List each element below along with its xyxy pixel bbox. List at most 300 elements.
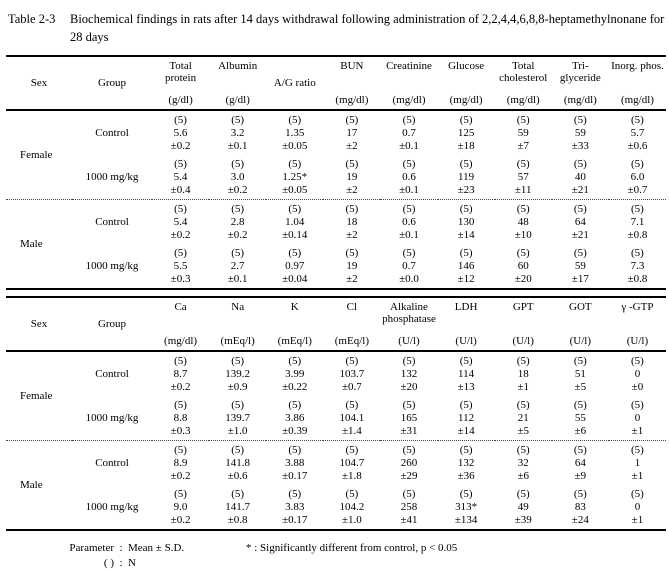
n-count: (5) <box>516 355 530 368</box>
n-count: (5) <box>573 488 587 501</box>
n-count: (5) <box>231 158 245 171</box>
mean-value: 1.25* <box>282 170 308 183</box>
mean-value: 60 <box>517 259 529 272</box>
mean-value: 6.0 <box>630 170 645 183</box>
sd-value: ±0.2 <box>227 228 248 241</box>
data-cell <box>552 485 609 530</box>
n-count: (5) <box>231 203 245 216</box>
significance-note: * : Significantly different from control, p < 0.05 <box>246 542 458 555</box>
n-count: (5) <box>459 488 473 501</box>
sex-label: Male <box>6 441 72 531</box>
table-number: Table 2-3 <box>8 12 56 26</box>
mean-value: 18 <box>517 367 529 380</box>
sd-value: ±0.17 <box>282 469 308 482</box>
mean-value: 59 <box>574 259 586 272</box>
sd-value: ±39 <box>514 513 532 526</box>
data-cell <box>266 485 323 530</box>
column-name: Group <box>97 77 127 90</box>
data-cell <box>152 396 209 441</box>
data-cell <box>438 155 495 200</box>
n-count: (5) <box>174 158 187 171</box>
sd-value: ±14 <box>457 228 475 241</box>
n-count: (5) <box>631 158 644 171</box>
mean-value: 0.6 <box>402 170 416 183</box>
mean-value: 51 <box>574 367 586 380</box>
mean-value: 64 <box>574 215 586 228</box>
sd-value: ±11 <box>514 183 532 196</box>
group-label: Control <box>72 441 152 486</box>
n-count: (5) <box>231 488 245 501</box>
sd-value: ±13 <box>457 380 475 393</box>
column-header <box>152 56 209 110</box>
footnotes <box>64 541 665 571</box>
header-label-wrap <box>6 57 72 109</box>
data-cell <box>152 200 209 245</box>
column-unit: (g/dl) <box>168 94 193 107</box>
table-row-male <box>6 200 666 245</box>
table-body <box>6 351 666 530</box>
sd-value: ±0.14 <box>282 228 308 241</box>
table-row <box>6 155 666 200</box>
column-header <box>380 297 437 351</box>
column-unit: (mg/dl) <box>563 94 597 107</box>
mean-value: 0 <box>634 500 641 513</box>
data-cell <box>438 200 495 245</box>
mean-value: 8.9 <box>173 456 188 469</box>
n-count: (5) <box>345 203 359 216</box>
header-label-wrap <box>152 57 209 109</box>
data-cell <box>380 485 437 530</box>
n-count: (5) <box>631 355 644 368</box>
column-header <box>266 56 323 110</box>
table-caption <box>70 10 664 46</box>
footnote-term: Parameter <box>69 542 114 555</box>
table-row-male <box>6 441 666 486</box>
n-count: (5) <box>459 247 473 260</box>
footnote-separator: : <box>119 542 123 555</box>
n-count: (5) <box>345 247 359 260</box>
mean-value: 103.7 <box>339 367 365 380</box>
n-count: (5) <box>345 114 359 127</box>
column-header <box>495 297 552 351</box>
sd-value: ±29 <box>400 469 418 482</box>
column-name: Sex <box>30 77 48 90</box>
column-header <box>552 56 609 110</box>
column-name: A/G ratio <box>273 77 316 90</box>
n-count: (5) <box>288 399 302 412</box>
sd-value: ±17 <box>571 272 589 285</box>
sd-value: ±0.17 <box>282 513 308 526</box>
column-header <box>552 297 609 351</box>
mean-value: 139.7 <box>225 411 251 424</box>
n-count: (5) <box>573 444 587 457</box>
n-count: (5) <box>174 444 187 457</box>
mean-value: 64 <box>574 456 586 469</box>
n-count: (5) <box>288 247 302 260</box>
n-count: (5) <box>288 158 302 171</box>
footnote-n <box>64 556 665 571</box>
sd-value: ±2 <box>346 183 358 196</box>
header-label-wrap <box>209 298 266 350</box>
data-cell <box>609 485 666 530</box>
sd-value: ±0.1 <box>399 139 419 152</box>
n-count: (5) <box>631 399 644 412</box>
n-count: (5) <box>573 355 587 368</box>
column-unit: (U/l) <box>626 335 649 348</box>
column-unit: (U/l) <box>512 335 534 348</box>
n-count: (5) <box>402 158 416 171</box>
mean-value: 5.7 <box>630 126 645 139</box>
mean-value: 3.99 <box>285 367 305 380</box>
data-cell <box>266 155 323 200</box>
column-name: Albumin <box>218 60 258 73</box>
header-label-wrap <box>266 298 323 350</box>
sd-value: ±5 <box>574 380 587 393</box>
n-count: (5) <box>516 114 530 127</box>
data-cell <box>323 200 380 245</box>
mean-value: 3.2 <box>230 126 245 139</box>
header-label-wrap <box>266 57 323 109</box>
table-row <box>6 485 666 530</box>
column-name: Total cholesterol <box>499 60 548 85</box>
mean-value: 48 <box>517 215 529 228</box>
n-count: (5) <box>174 247 187 260</box>
data-cell <box>323 351 380 396</box>
column-name: Sex <box>30 318 48 331</box>
n-count: (5) <box>345 488 359 501</box>
sd-value: ±0.04 <box>282 272 308 285</box>
data-cell <box>152 110 209 155</box>
sd-value: ±1 <box>631 469 644 482</box>
header-label-wrap <box>495 57 552 109</box>
mean-value: 3.0 <box>230 170 245 183</box>
column-name: Creatinine <box>386 60 432 73</box>
sd-value: ±1 <box>517 380 529 393</box>
n-count: (5) <box>231 444 245 457</box>
mean-value: 112 <box>458 411 475 424</box>
sd-value: ±0.2 <box>170 513 191 526</box>
footnote-term: ( ) <box>103 557 114 570</box>
column-unit: (U/l) <box>569 335 592 348</box>
mean-value: 125 <box>457 126 475 139</box>
mean-value: 7.1 <box>630 215 645 228</box>
data-cell <box>323 244 380 289</box>
sd-value: ±0.3 <box>170 424 191 437</box>
column-name: Ca <box>174 301 187 314</box>
n-count: (5) <box>402 444 416 457</box>
data-cell <box>438 110 495 155</box>
column-unit: (mg/dl) <box>620 94 654 107</box>
mean-value: 2.7 <box>230 259 245 272</box>
n-count: (5) <box>459 203 473 216</box>
sex-label: Female <box>20 149 53 162</box>
table-row-female <box>6 110 666 155</box>
n-count: (5) <box>459 355 473 368</box>
sd-value: ±24 <box>571 513 589 526</box>
sd-value: ±0.3 <box>170 272 191 285</box>
column-unit: (g/dl) <box>225 94 250 107</box>
caption-line-1: Biochemical findings in rats after 14 days withdrawal following administration of 2,2,4,4,6,8,8-heptamethylnonane for <box>70 12 665 26</box>
mean-value: 3.86 <box>285 411 305 424</box>
mean-value: 132 <box>400 367 418 380</box>
header-label-wrap <box>6 298 72 350</box>
biochemical-table-2 <box>6 296 666 531</box>
mean-value: 258 <box>400 500 418 513</box>
column-header <box>609 297 666 351</box>
biochemical-table-1 <box>6 55 666 290</box>
n-count: (5) <box>231 247 245 260</box>
sd-value: ±0.1 <box>399 183 419 196</box>
footnote-separator: : <box>119 557 123 570</box>
sd-value: ±1.8 <box>341 469 362 482</box>
column-unit: (mEq/l) <box>334 335 369 348</box>
column-header <box>495 56 552 110</box>
data-cell <box>266 441 323 486</box>
mean-value: 55 <box>574 411 586 424</box>
mean-value: 5.4 <box>173 170 188 183</box>
data-cell <box>323 110 380 155</box>
n-count: (5) <box>288 488 302 501</box>
caption-line-2: 28 days <box>70 30 109 45</box>
sd-value: ±0.05 <box>282 139 308 152</box>
sd-value: ±31 <box>400 424 418 437</box>
n-count: (5) <box>174 114 187 127</box>
header-label-wrap <box>323 57 380 109</box>
n-count: (5) <box>402 203 416 216</box>
mean-value: 3.83 <box>285 500 305 513</box>
n-count: (5) <box>573 158 587 171</box>
column-header <box>209 297 266 351</box>
mean-value: 146 <box>457 259 475 272</box>
mean-value: 260 <box>400 456 418 469</box>
header-row <box>6 56 666 110</box>
data-cell <box>209 485 266 530</box>
mean-value: 3.88 <box>285 456 305 469</box>
column-name: Tri-glyceride <box>559 60 601 85</box>
sd-value: ±0.1 <box>227 139 248 152</box>
mean-value: 0.7 <box>402 126 416 139</box>
mean-value: 1.35 <box>285 126 305 139</box>
n-count: (5) <box>402 399 416 412</box>
data-cell <box>380 155 437 200</box>
n-count: (5) <box>288 355 302 368</box>
sex-label: Female <box>20 390 53 403</box>
data-cell <box>609 110 666 155</box>
n-count: (5) <box>573 247 587 260</box>
group-label: 1000 mg/kg <box>85 171 139 184</box>
n-count: (5) <box>288 114 302 127</box>
column-unit: (mg/dl) <box>164 335 198 348</box>
sd-value: ±0.6 <box>627 139 648 152</box>
data-cell <box>152 485 209 530</box>
n-count: (5) <box>174 203 187 216</box>
data-cell <box>552 244 609 289</box>
mean-value: 59 <box>574 126 586 139</box>
sd-value: ±0.22 <box>282 380 308 393</box>
data-cell <box>209 155 266 200</box>
header-row <box>6 297 666 351</box>
sd-value: ±20 <box>514 272 532 285</box>
sd-value: ±6 <box>517 469 529 482</box>
column-header <box>6 297 72 351</box>
n-count: (5) <box>231 355 245 368</box>
n-count: (5) <box>516 444 530 457</box>
mean-value: 18 <box>346 215 358 228</box>
mean-value: 9.0 <box>173 500 188 513</box>
mean-value: 8.7 <box>173 367 188 380</box>
mean-value: 57 <box>517 170 529 183</box>
column-header <box>323 56 380 110</box>
column-name: Glucose <box>448 60 485 73</box>
sd-value: ±21 <box>571 183 589 196</box>
data-cell <box>438 485 495 530</box>
column-unit: (mg/dl) <box>335 94 369 107</box>
sd-value: ±5 <box>517 424 529 437</box>
header-label-wrap <box>438 57 495 109</box>
data-cell <box>438 396 495 441</box>
data-cell <box>323 396 380 441</box>
header-label-wrap <box>380 298 437 350</box>
header-label-wrap <box>72 298 152 350</box>
data-cell <box>552 396 609 441</box>
sd-value: ±9 <box>574 469 587 482</box>
group-label: 1000 mg/kg <box>85 412 139 425</box>
data-cell <box>495 441 552 486</box>
n-count: (5) <box>631 203 644 216</box>
data-cell <box>209 110 266 155</box>
mean-value: 0 <box>634 411 641 424</box>
data-cell <box>380 441 437 486</box>
mean-value: 17 <box>346 126 358 139</box>
mean-value: 19 <box>346 170 358 183</box>
n-count: (5) <box>288 444 302 457</box>
n-count: (5) <box>402 247 416 260</box>
data-cell <box>266 244 323 289</box>
header-label-wrap <box>552 57 609 109</box>
sd-value: ±0.2 <box>170 380 191 393</box>
sd-value: ±41 <box>400 513 418 526</box>
n-count: (5) <box>174 355 187 368</box>
column-unit: (mEq/l) <box>220 335 255 348</box>
column-name: LDH <box>454 301 478 314</box>
sd-value: ±1 <box>631 513 644 526</box>
mean-value: 0.6 <box>402 215 416 228</box>
data-cell <box>380 396 437 441</box>
data-cell <box>152 351 209 396</box>
mean-value: 0 <box>634 367 641 380</box>
sd-value: ±0.2 <box>170 139 191 152</box>
sd-value: ±0.8 <box>627 228 648 241</box>
data-cell <box>609 351 666 396</box>
column-header <box>72 56 152 110</box>
n-count: (5) <box>573 114 587 127</box>
data-cell <box>609 155 666 200</box>
n-count: (5) <box>174 399 187 412</box>
sd-value: ±0.6 <box>227 469 248 482</box>
data-cell <box>495 485 552 530</box>
header-label-wrap <box>438 298 495 350</box>
sd-value: ±1.0 <box>227 424 248 437</box>
mean-value: 19 <box>346 259 358 272</box>
mean-value: 165 <box>400 411 418 424</box>
data-cell <box>266 200 323 245</box>
mean-value: 21 <box>517 411 529 424</box>
n-count: (5) <box>631 114 644 127</box>
data-cell <box>209 200 266 245</box>
n-count: (5) <box>174 488 187 501</box>
column-header <box>438 56 495 110</box>
mean-value: 1 <box>634 456 641 469</box>
data-cell <box>323 441 380 486</box>
data-cell <box>380 244 437 289</box>
header-label-wrap <box>323 298 380 350</box>
data-cell <box>380 351 437 396</box>
data-cell <box>438 244 495 289</box>
table-row <box>6 244 666 289</box>
mean-value: 83 <box>574 500 586 513</box>
sd-value: ±36 <box>457 469 475 482</box>
mean-value: 32 <box>517 456 529 469</box>
sd-value: ±0.1 <box>399 228 419 241</box>
header-label-wrap <box>609 57 666 109</box>
data-cell <box>209 351 266 396</box>
data-cell <box>438 441 495 486</box>
data-cell <box>209 396 266 441</box>
sd-value: ±14 <box>457 424 475 437</box>
header-label-wrap <box>152 298 209 350</box>
column-header <box>380 56 437 110</box>
column-header <box>609 56 666 110</box>
mean-value: 0.7 <box>402 259 416 272</box>
mean-value: 141.7 <box>225 500 251 513</box>
mean-value: 119 <box>458 170 475 183</box>
sd-value: ±0.8 <box>227 513 248 526</box>
n-count: (5) <box>573 399 587 412</box>
table-title <box>8 10 665 46</box>
mean-value: 313* <box>455 500 478 513</box>
n-count: (5) <box>459 114 473 127</box>
n-count: (5) <box>631 444 644 457</box>
mean-value: 139.2 <box>225 367 251 380</box>
n-count: (5) <box>516 247 530 260</box>
n-count: (5) <box>516 399 530 412</box>
column-unit: (mg/dl) <box>506 94 540 107</box>
sd-value: ±20 <box>400 380 418 393</box>
sd-value: ±7 <box>517 139 529 152</box>
sd-value: ±0.8 <box>627 272 648 285</box>
sd-value: ±33 <box>571 139 589 152</box>
mean-value: 104.7 <box>339 456 365 469</box>
n-count: (5) <box>631 247 644 260</box>
column-header <box>152 297 209 351</box>
mean-value: 5.6 <box>173 126 188 139</box>
sd-value: ±0.9 <box>227 380 248 393</box>
table-row <box>6 396 666 441</box>
sd-value: ±0.05 <box>282 183 308 196</box>
data-cell <box>552 351 609 396</box>
column-header <box>438 297 495 351</box>
sd-value: ±0.1 <box>227 272 248 285</box>
column-unit: (mEq/l) <box>277 335 312 348</box>
mean-value: 114 <box>458 367 475 380</box>
sd-value: ±1.0 <box>341 513 362 526</box>
data-cell <box>495 351 552 396</box>
n-count: (5) <box>459 399 473 412</box>
mean-value: 1.04 <box>285 215 305 228</box>
data-cell <box>266 396 323 441</box>
sd-value: ±2 <box>346 272 358 285</box>
mean-value: 49 <box>517 500 529 513</box>
